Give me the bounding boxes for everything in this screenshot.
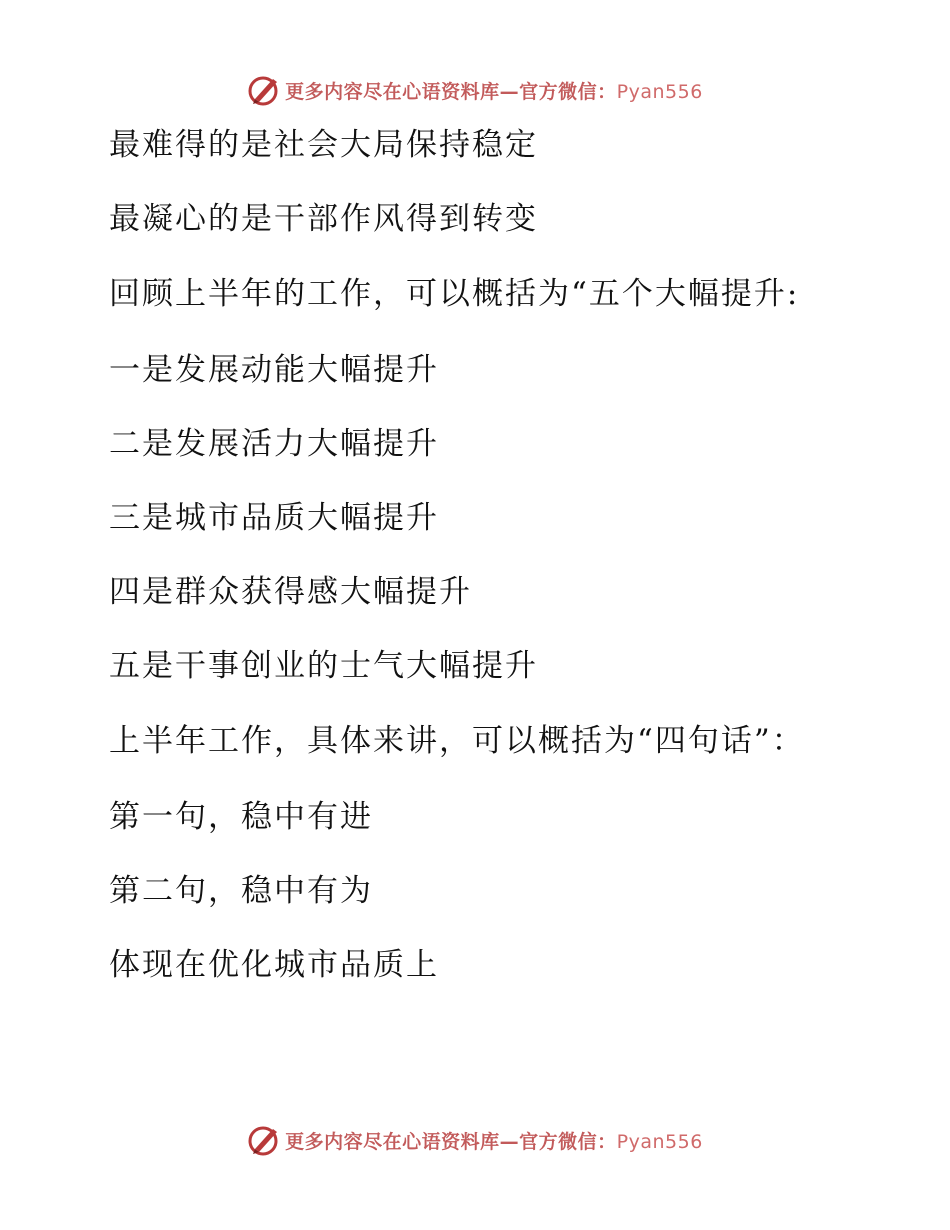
text-line: 回顾上半年的工作，可以概括为“五个大幅提升: [109, 276, 800, 312]
watermark-text: 更多内容尽在心语资料库—官方微信：Pyan556 [285, 1130, 703, 1153]
text-line: 一是发展动能大幅提升 [109, 352, 439, 388]
text-line: 四是群众获得感大幅提升 [109, 574, 472, 610]
pen-logo-icon [247, 1123, 281, 1157]
text-line: 第一句，稳中有进 [109, 799, 373, 835]
document-body [98, 118, 898, 1012]
text-line: 五是干事创业的士气大幅提升 [109, 648, 538, 684]
text-line: 二是发展活力大幅提升 [109, 426, 439, 462]
text-line: 三是城市品质大幅提升 [109, 500, 439, 536]
pen-logo-icon [247, 73, 281, 107]
text-line: 最难得的是社会大局保持稳定 [109, 127, 538, 163]
watermark-footer [0, 1120, 950, 1160]
text-line: 上半年工作，具体来讲，可以概括为“四句话”： [109, 723, 805, 759]
watermark-header [0, 70, 950, 110]
text-line: 最凝心的是干部作风得到转变 [109, 201, 538, 237]
text-line: 体现在优化城市品质上 [109, 947, 439, 983]
text-line: 第二句，稳中有为 [109, 873, 373, 909]
watermark-text: 更多内容尽在心语资料库—官方微信：Pyan556 [285, 80, 703, 103]
